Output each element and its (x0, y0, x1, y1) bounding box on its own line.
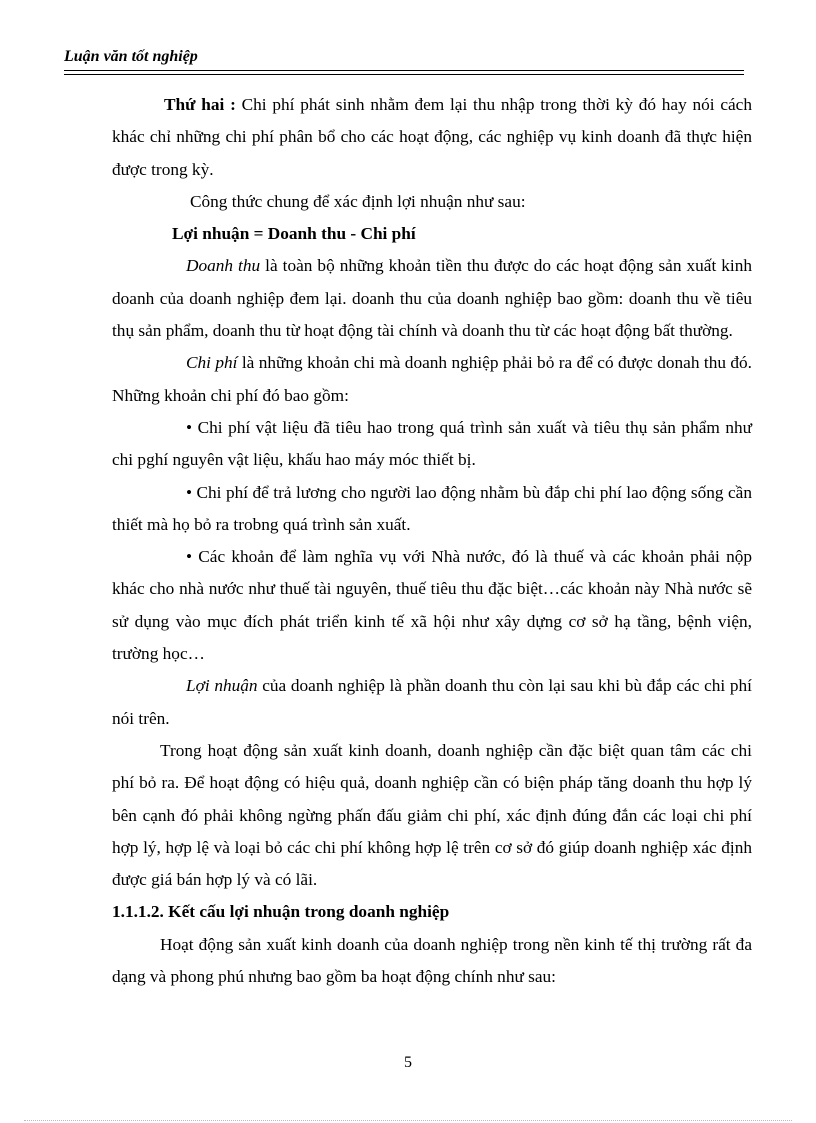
document-body (112, 89, 752, 993)
paragraph-text: là toàn bộ những khoản tiền thu được do các hoạt động sản xuất kinh doanh của doanh nghiệp đem lại. doanh thu của doanh nghiệp bao gồm: doanh thu về tiêu thụ sản phẩm, doanh thu từ hoạt động tài chính và doanh thu từ các hoạt động bất thường. (112, 256, 753, 341)
paragraph-profit (112, 670, 752, 735)
header-title: Luận văn tốt nghiệp (64, 48, 198, 65)
list-item: • Chi phí vật liệu đã tiêu hao trong quá trình sản xuất và tiêu thụ sản phẩm như chi pghí nguyên vật liệu, khấu hao máy móc thiết bị. (112, 417, 752, 470)
paragraph-text: Chi phí phát sinh nhằm đem lại thu nhập trong thời kỳ đó hay nói cách khác chỉ những chi phí phân bổ cho các hoạt động, các nghiệp vụ kinh doanh đã thực hiện được trong kỳ. (112, 95, 752, 179)
list-item: • Các khoản để làm nghĩa vụ với Nhà nước, đó là thuế và các khoản phải nộp khác cho nhà nước như thuế tài nguyên, thuế tiêu thu đặc biệt…các khoản này Nhà nước sẽ sử dụng vào mục đích phát triển kinh tế xã hội như xây dựng cơ sở hạ tầng, bệnh viện, trường học… (112, 547, 752, 664)
page-number: 5 (404, 1054, 412, 1071)
term-revenue: Doanh thu (186, 256, 261, 276)
header-divider (64, 70, 744, 75)
term-profit: Lợi nhuận (186, 676, 258, 696)
paragraph-label: Thứ hai : (164, 95, 236, 114)
paragraph-cost (112, 347, 752, 412)
list-item: • Chi phí để trả lương cho người lao động nhằm bù đắp chi phí lao động sống cần thiết mà họ bỏ ra trobng quá trình sản xuất. (112, 482, 752, 534)
paragraph-text: của doanh nghiệp là phần doanh thu còn lại sau khi bù đắp các chi phí nói trên. (112, 676, 752, 728)
paragraph-formula-intro: Công thức chung để xác định lợi nhuận như sau: (190, 191, 526, 211)
paragraph-text: là những khoản chi mà doanh nghiệp phải bỏ ra để có được donah thu đó. Những khoản chi phí đó bao gồm: (112, 353, 753, 405)
profit-formula: Lợi nhuận = Doanh thu - Chi phí (172, 224, 416, 244)
paragraph-profit-structure: Hoạt động sản xuất kinh doanh của doanh nghiệp trong nền kinh tế thị trường rất đa dạng và phong phú nhưng bao gồm ba hoạt động chính như sau: (112, 934, 752, 987)
section-heading: 1.1.1.2. Kết cấu lợi nhuận trong doanh nghiệp (112, 902, 450, 922)
footer-divider (24, 1120, 792, 1121)
term-cost: Chi phí (186, 353, 238, 373)
paragraph-business-activity: Trong hoạt động sản xuất kinh doanh, doanh nghiệp cần đặc biệt quan tâm các chi phí bỏ ra. Để hoạt động có hiệu quả, doanh nghiệp cần có biện pháp tăng doanh thu hợp lý bên cạnh đó phải không ngừng phấn đấu giảm chi phí, xác định đúng đắn các loại chi phí hợp lý, hợp lệ và loại bỏ các chi phí không hợp lệ trên cơ sở đó giúp doanh nghiệp xác định được giá bán hợp lý và có lãi. (112, 740, 752, 890)
paragraph-revenue (112, 250, 752, 347)
paragraph-second-point (112, 89, 752, 186)
